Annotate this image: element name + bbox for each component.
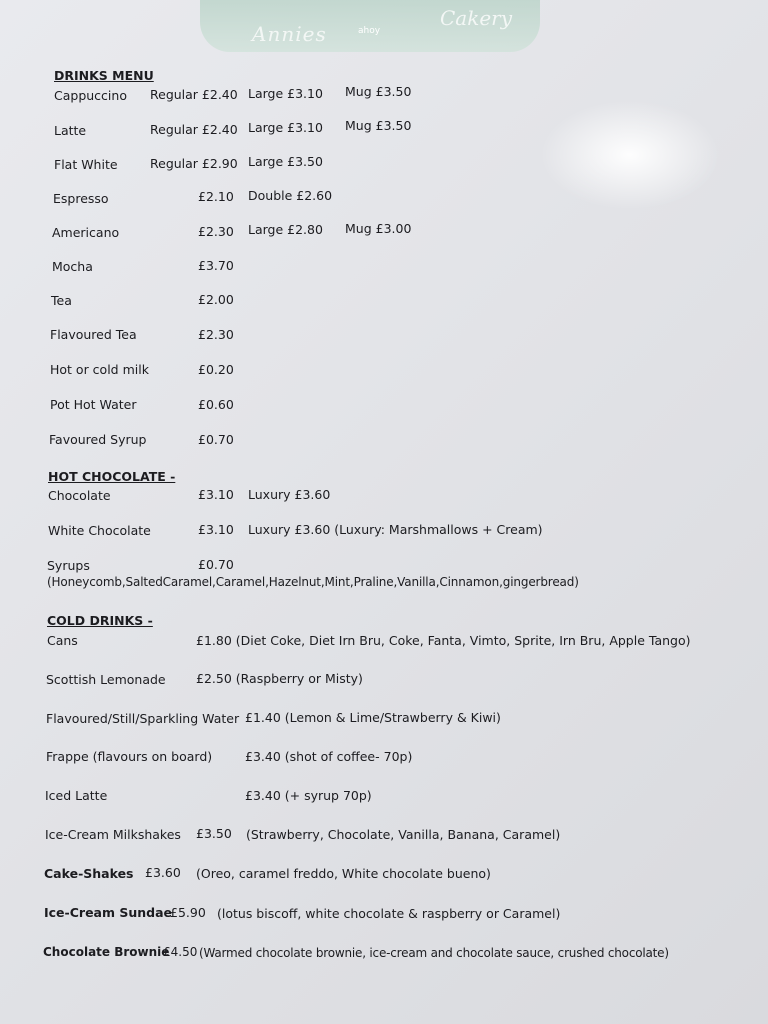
cold-drink-price: £3.40 (shot of coffee- 70p): [245, 749, 413, 764]
drink-name: Flavoured Tea: [50, 327, 137, 342]
drink-option: Mug £3.50: [345, 118, 412, 133]
hot-chocolate-name: Syrups: [47, 558, 90, 573]
drink-option: Large £3.10: [248, 120, 323, 135]
hot-chocolate-name: Chocolate: [48, 488, 111, 503]
cold-drink-option: (Strawberry, Chocolate, Vanilla, Banana, Caramel): [246, 827, 561, 842]
drink-price: Regular £2.40: [150, 87, 238, 102]
drink-price: £2.00: [198, 292, 234, 307]
hot-chocolate-price: £3.10: [198, 487, 234, 502]
cold-drink-price: £3.50: [196, 826, 232, 841]
drink-name: Mocha: [52, 259, 93, 274]
special-name: Chocolate Brownie: [43, 945, 170, 959]
drink-price: £2.10: [198, 189, 234, 204]
cold-drink-price: £3.40 (+ syrup 70p): [245, 788, 372, 803]
cold-drink-price: £1.40 (Lemon & Lime/Strawberry & Kiwi): [245, 710, 501, 725]
cold-drink-name: Flavoured/Still/Sparkling Water: [46, 711, 240, 726]
cold-drink-name: Cans: [47, 633, 78, 648]
logo-text-middle: ahoy: [358, 26, 381, 36]
cold-drink-name: Scottish Lemonade: [46, 672, 166, 687]
drink-name: Espresso: [53, 191, 109, 206]
drink-price: £0.20: [198, 362, 234, 377]
special-price: £4.50: [163, 945, 198, 959]
drink-option: Large £2.80: [248, 222, 323, 237]
drink-option: Mug £3.50: [345, 84, 412, 99]
drink-name: Hot or cold milk: [50, 362, 149, 377]
drink-name: Americano: [52, 225, 120, 240]
drink-price: £0.60: [198, 397, 234, 412]
drink-price: £3.70: [198, 258, 234, 273]
syrup-flavours: (Honeycomb,SaltedCaramel,Caramel,Hazelnut,Mint,Praline,Vanilla,Cinnamon,gingerbread): [47, 575, 579, 589]
special-price: £3.60: [145, 865, 181, 880]
drinks-heading: DRINKS MENU: [54, 68, 154, 83]
special-description: (Warmed chocolate brownie, ice-cream and chocolate sauce, crushed chocolate): [199, 946, 669, 960]
hot-chocolate-price: £0.70: [198, 557, 234, 572]
special-name: Cake-Shakes: [44, 866, 134, 881]
logo-text-left: Annies: [252, 22, 327, 46]
drink-name: Pot Hot Water: [50, 397, 137, 412]
cold-drink-price: £1.80 (Diet Coke, Diet Irn Bru, Coke, Fanta, Vimto, Sprite, Irn Bru, Apple Tango): [196, 633, 691, 648]
drink-name: Favoured Syrup: [49, 432, 147, 447]
special-description: (lotus biscoff, white chocolate & raspberry or Caramel): [217, 906, 561, 921]
hot-chocolate-option: Luxury £3.60 (Luxury: Marshmallows + Cream): [248, 522, 543, 537]
drink-price: Regular £2.90: [150, 156, 238, 171]
drink-price: £0.70: [198, 432, 234, 447]
drink-price: Regular £2.40: [150, 122, 238, 137]
drink-name: Latte: [54, 123, 87, 138]
special-price: £5.90: [170, 905, 206, 920]
hot-chocolate-price: £3.10: [198, 522, 234, 537]
drink-option: Large £3.10: [248, 86, 323, 101]
special-name: Ice-Cream Sundae: [44, 905, 173, 920]
drink-option: Large £3.50: [248, 154, 323, 169]
light-glare: [540, 100, 720, 210]
drink-price: £2.30: [198, 327, 234, 342]
drink-name: Flat White: [54, 157, 118, 172]
special-description: (Oreo, caramel freddo, White chocolate bueno): [196, 866, 491, 881]
cold-drink-name: Ice-Cream Milkshakes: [45, 827, 181, 842]
cold-drink-price: £2.50 (Raspberry or Misty): [196, 671, 363, 686]
drink-option: Double £2.60: [248, 188, 333, 203]
drink-option: Mug £3.00: [345, 221, 412, 236]
hot-chocolate-heading: HOT CHOCOLATE -: [48, 469, 176, 484]
logo-text-right: Cakery: [440, 6, 513, 30]
cold-drink-name: Iced Latte: [45, 788, 108, 803]
drink-price: £2.30: [198, 224, 234, 239]
cold-drinks-heading: COLD DRINKS -: [47, 613, 153, 628]
drink-name: Tea: [51, 293, 72, 308]
cafe-logo: [200, 0, 540, 58]
drink-name: Cappuccino: [54, 88, 127, 103]
hot-chocolate-name: White Chocolate: [48, 523, 151, 538]
cold-drink-name: Frappe (flavours on board): [46, 749, 213, 764]
hot-chocolate-option: Luxury £3.60: [248, 487, 331, 502]
